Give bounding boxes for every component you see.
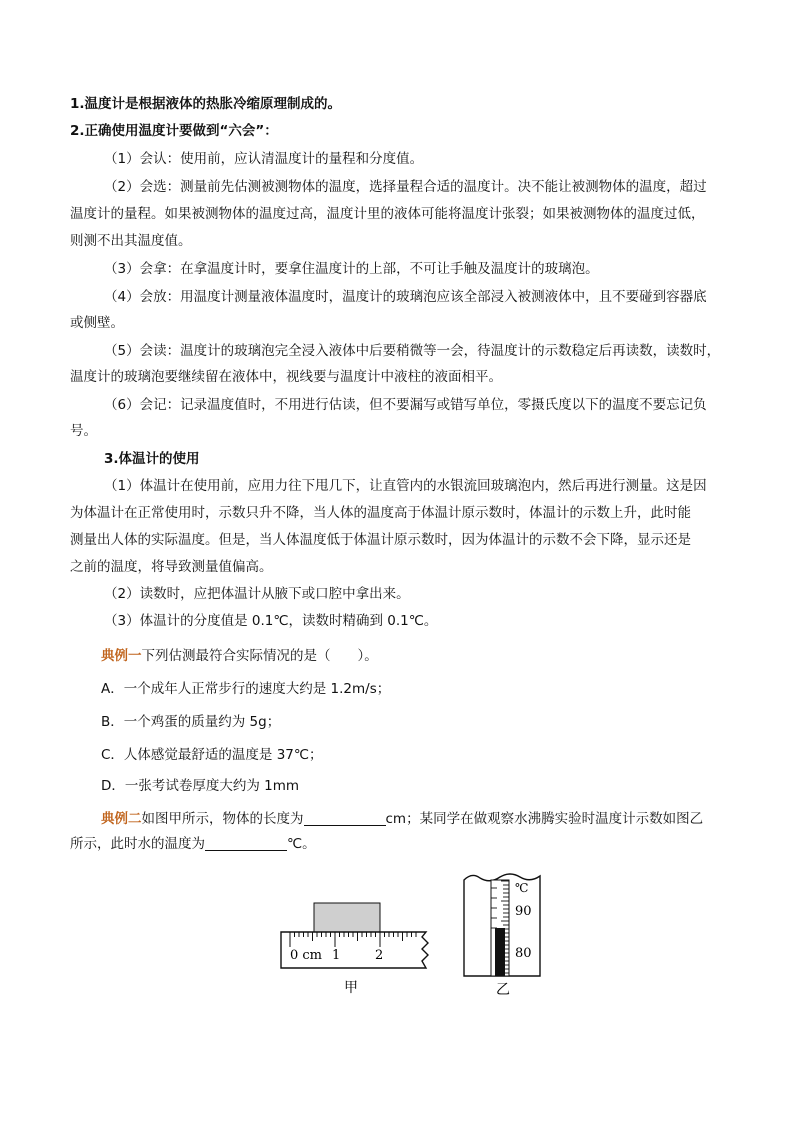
example-1 — [101, 647, 757, 665]
point-1: 1.温度计是根据液体的热胀冷缩原理制成的。 — [70, 96, 342, 112]
rule-hold: （3）会拿：在拿温度计时，要拿住温度计的上部，不可让手触及温度计的玻璃泡。 — [104, 261, 599, 277]
thermometer-label-90: 90 — [515, 904, 532, 919]
example-2-text-1: 如图甲所示，物体的长度为 — [141, 811, 304, 827]
example-2-text-3: 所示，此时水的温度为 — [70, 836, 205, 852]
ruler-label-1: 1 — [332, 948, 341, 963]
example-1-option-b: B．一个鸡蛋的质量约为 5g； — [101, 714, 281, 730]
figure-a-caption: 甲 — [344, 980, 358, 995]
rule-place-line2: 或侧壁。 — [70, 315, 124, 331]
example-2-line1 — [101, 810, 757, 828]
thermometer-unit: ℃ — [515, 881, 529, 895]
rule-record-line1: （6）会记：记录温度值时，不用进行估读，但不要漏写或错写单位，零摄氏度以下的温度不要忘记负 — [104, 397, 707, 413]
rule-select-line1: （2）会选：测量前先估测被测物体的温度，选择量程合适的温度计。决不能让被测物体的温度，超过 — [104, 179, 707, 195]
example-2-line2 — [70, 835, 726, 853]
example-2-text-4: ℃。 — [287, 836, 316, 852]
example-2-label: 典例二 — [101, 811, 142, 827]
clinical-division: （3）体温计的分度值是 0.1℃，读数时精确到 0.1℃。 — [104, 613, 438, 629]
figure-b-caption: 乙 — [496, 982, 510, 998]
point-3: 3.体温计的使用 — [104, 451, 200, 467]
example-1-label: 典例一 — [101, 648, 142, 664]
rule-select-line2: 温度计的量程。如果被测物体的温度过高，温度计里的液体可能将温度计张裂；如果被测物体的温度过低， — [70, 206, 705, 222]
example-1-option-d: D．一张考试卷厚度大约为 1mm — [101, 778, 300, 794]
rule-read-line1: （5）会读：温度计的玻璃泡完全浸入液体中后要稍微等一会，待温度计的示数稳定后再读数，读数时， — [104, 343, 721, 359]
figure-ruler — [276, 895, 436, 995]
rule-recognize: （1）会认：使用前，应认清温度计的量程和分度值。 — [104, 151, 424, 167]
figure-thermometer — [458, 868, 550, 998]
clinical-reading: （2）读数时，应把体温计从腋下或口腔中拿出来。 — [104, 586, 410, 602]
answer-blank-temperature[interactable] — [205, 836, 287, 851]
rule-place-line1: （4）会放：用温度计测量液体温度时，温度计的玻璃泡应该全部浸入被测液体中，且不要碰到容器底 — [104, 289, 707, 305]
clinical-line1: （1）体温计在使用前，应用力往下甩几下，让直管内的水银流回玻璃泡内，然后再进行测量。这是因 — [104, 478, 707, 494]
example-2-text-2: cm；某同学在做观察水沸腾实验时温度计示数如图乙 — [385, 811, 704, 827]
rule-read-line2: 温度计的玻璃泡要继续留在液体中，视线要与温度计中液柱的液面相平。 — [70, 369, 502, 385]
clinical-line4: 之前的温度，将导致测量值偏高。 — [70, 559, 273, 575]
rule-record-line2: 号。 — [70, 423, 97, 439]
example-1-option-c: C．人体感觉最舒适的温度是 37℃； — [101, 747, 323, 763]
ruler-label-2: 2 — [375, 948, 384, 963]
ruler-label-0: 0 cm — [290, 948, 323, 963]
clinical-line2: 为体温计在正常使用时，示数只升不降，当人体的温度高于体温计原示数时，体温计的示数上升，此时能 — [70, 505, 691, 521]
example-1-question: 下列估测最符合实际情况的是（ ）。 — [141, 648, 378, 664]
thermometer-label-80: 80 — [515, 946, 532, 961]
rule-select-line3: 则测不出其温度值。 — [70, 233, 192, 249]
example-1-option-a: A．一个成年人正常步行的速度大约是 1.2m/s； — [101, 681, 391, 697]
point-2: 2.正确使用温度计要做到“六会”： — [70, 123, 278, 139]
clinical-line3: 测量出人体的实际温度。但是，当人体温度低于体温计原示数时，因为体温计的示数不会下降，显示还是 — [70, 532, 691, 548]
measured-block — [314, 903, 380, 932]
answer-blank-length[interactable] — [304, 811, 386, 826]
